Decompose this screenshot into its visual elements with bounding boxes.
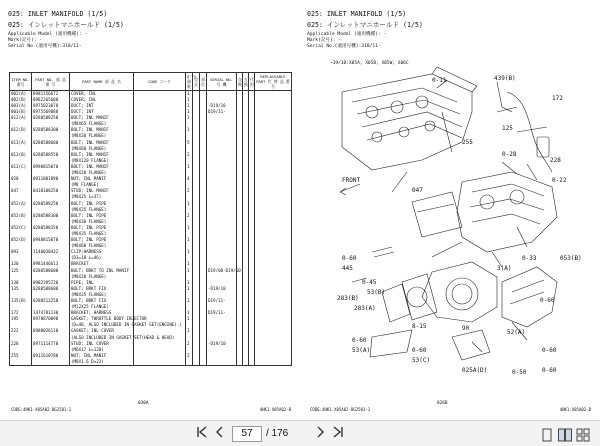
part-name-cell: BOLT; BRKT TO INL MANIF — [70, 268, 134, 274]
callout-283a: 53(B) — [367, 289, 386, 296]
qty-cell: 1 — [186, 268, 193, 274]
part-name-cell: (M8X30 FLANGE) — [70, 219, 134, 225]
qty-cell: 2 — [186, 188, 193, 194]
callout-0-45: 445 — [342, 265, 353, 272]
qty-cell: 1 — [186, 115, 193, 121]
col-interchange: 互換 — [243, 73, 249, 91]
item-no-cell: 172 — [10, 310, 32, 316]
part-no-cell: 0280588600 — [32, 268, 70, 274]
callout-53c: 0-60 — [412, 347, 427, 354]
first-page-icon[interactable] — [194, 426, 210, 442]
last-page-icon[interactable] — [330, 426, 346, 442]
right-serial: Serial No.(適用号機):318/11- — [307, 44, 381, 49]
callout-025ad: 53(C) — [412, 357, 431, 364]
part-name-cell: (M8X20 FLANGE) — [70, 274, 134, 280]
col-item: ITEM NO. 番号 — [10, 73, 32, 91]
model-cell — [193, 359, 200, 365]
diagram-note: ~19/10:X05A, X05B, X05W, X06C — [330, 61, 409, 66]
part-name-cell: (M8X25 FLANGE) — [70, 207, 134, 213]
manifold-body — [457, 172, 557, 252]
part-name-cell: (M8X20 FLANGE) — [70, 170, 134, 176]
qty-cell: 1 — [186, 225, 193, 231]
col-part-name: PART NAME 部 品 名 — [70, 73, 134, 91]
part-no-cell: 0280588300 — [32, 127, 70, 133]
callout-125: 125 — [502, 125, 513, 132]
item-no-cell: 013(C) — [10, 164, 32, 170]
left-title-jp: 025: インレットマニホールド (1/5) — [8, 21, 124, 29]
part-name-cell: BOLT; INL PIPE — [70, 225, 134, 231]
table-row — [10, 359, 292, 365]
part-name-cell: BOLT; INL MANIF — [70, 115, 134, 121]
part-name-cell: NUT; INL MANIF — [70, 176, 134, 182]
part-name-cell: COVER; INL — [70, 97, 134, 103]
part-no-cell: 0280588250 — [32, 115, 70, 121]
part-name-cell: (M8X60 FLANGE) — [70, 146, 134, 152]
part-name-cell: (M6X17 L=120) — [70, 347, 134, 353]
qty-cell: 2 — [186, 341, 193, 347]
part-name-cell: BOLT; BRKT FIX — [70, 286, 134, 292]
col-substitute: 代用 — [249, 73, 255, 91]
part-name-cell: (M8X60 FLANGE) — [70, 243, 134, 249]
part-no-cell: 8971114770 — [32, 341, 70, 347]
callout-228: 228 — [550, 157, 561, 164]
right-title-jp: 025: インレットマニホールド (1/5) — [307, 21, 423, 29]
col-qty: Q'TY 個数 — [187, 74, 197, 89]
part-name-cell: (M8X35 FLANGE) — [70, 231, 134, 237]
qty-cell: 1 — [186, 286, 193, 292]
part-no-cell: 0911610780 — [32, 353, 70, 359]
item-no-cell: 228 — [10, 341, 32, 347]
right-page — [302, 2, 597, 418]
callout-445: 0-60 — [342, 255, 357, 262]
item-no-cell: 255 — [10, 353, 32, 359]
part-no-cell: 1140030432 — [32, 249, 70, 255]
part-no-cell: 8970870090 — [32, 316, 70, 322]
item-no-cell: 125 — [10, 268, 32, 274]
serial-cell: D19/11- — [207, 310, 237, 316]
callout-0-33: 053(B) — [560, 255, 582, 262]
callout-0-11: 0-11 — [432, 77, 447, 84]
qty-cell: 1 — [186, 298, 193, 304]
part-name-cell: (M8X20 FLANGE) — [70, 133, 134, 139]
item-no-cell: 002(B) — [10, 97, 32, 103]
callout-439b: 439(B) — [494, 75, 516, 82]
item-no-cell: 135 — [10, 286, 32, 292]
right-footer-code: CODE:4HK1-X05A02-BG2501-1 — [310, 407, 371, 412]
callout-90: 8-15 — [412, 323, 427, 330]
right-title-en: 025: INLET MANIFOLD (1/5) — [307, 10, 407, 18]
serial-cell: -D19/10 — [207, 341, 237, 347]
item-no-cell: 047 — [10, 188, 32, 194]
callout-3a: 0-33 — [522, 255, 537, 262]
callout-0-60-c: 52(A) — [507, 329, 526, 336]
item-no-cell: 195 — [10, 316, 32, 322]
part-name-cell: BOLT; INL MANIF — [70, 164, 134, 170]
qty-cell: 1 — [186, 91, 193, 97]
item-no-cell: 052(C) — [10, 225, 32, 231]
item-no-cell: 120 — [10, 261, 32, 267]
col-code: CODE コード — [134, 73, 186, 91]
item-no-cell: 052(A) — [10, 201, 32, 207]
right-page-number: 026B — [437, 401, 448, 406]
right-footer-id: 4HK1-X05A02-B — [559, 407, 591, 412]
replaceable-cell — [255, 359, 292, 365]
exploded-parts-diagram — [312, 52, 592, 382]
left-page — [3, 2, 297, 418]
next-page-icon[interactable] — [312, 426, 328, 442]
item-no-cell: 135(B) — [10, 298, 32, 304]
part-no-cell: 0280588550 — [32, 152, 70, 158]
serial-cell: D19/08-D19/10 — [208, 267, 241, 273]
item-no-cell: 012(A) — [10, 115, 32, 121]
item-no-cell: 013(B) — [10, 152, 32, 158]
col-exchange: 交換 — [237, 73, 243, 91]
col-replaceable: REPLACEABLE PART 代 替 品 番 号 — [256, 74, 290, 89]
qty-cell: 1 — [186, 261, 193, 267]
col-location: 部位 — [200, 73, 207, 91]
part-name-cell: (M8X35 FLANGE) — [70, 292, 134, 298]
qty-cell — [186, 359, 193, 365]
pdf-toolbar — [0, 420, 600, 446]
part-no-cell: 8981156672 — [32, 91, 70, 97]
item-no-cell: 013(A) — [10, 140, 32, 146]
part-no-cell: 1474781130 — [32, 310, 70, 316]
qty-cell: 1 — [186, 109, 193, 115]
part-name-cell: BRACKET — [70, 261, 134, 267]
item-no-cell: 012(B) — [10, 127, 32, 133]
part-name-cell: (ALSO INCLUDED IN GASKET SET(HEAD & HEAD) — [71, 334, 175, 340]
callout-8-15: 0-60 — [540, 297, 555, 304]
callout-53b: 283(B) — [337, 295, 359, 302]
part-no-cell: 8982265680 — [32, 97, 70, 103]
serial-cell: -D19/10 — [207, 286, 237, 292]
part-no-cell: 8975023070 — [32, 103, 70, 109]
col-model: 型式 — [193, 73, 200, 91]
left-page-number: 030A — [138, 401, 149, 406]
part-name-cell: CLIP;HARNESS — [70, 249, 134, 255]
part-no-cell: 0410108250 — [32, 188, 70, 194]
qty-cell: 1 — [186, 97, 193, 103]
part-name-cell: BRACKET; HARNESS — [70, 310, 134, 316]
item-no-cell: 222 — [10, 328, 32, 334]
col-part-no: PART NO. 部 品 番 号 — [32, 73, 70, 91]
previous-page-icon[interactable] — [212, 426, 228, 442]
item-no-cell: 130 — [10, 280, 32, 286]
qty-cell: 1 — [186, 237, 193, 243]
grid-view-icon[interactable] — [576, 427, 590, 441]
serial-cell: -D19/10 — [207, 103, 237, 109]
left-applicable-model: Applicable Model (適用機種): - — [8, 32, 88, 37]
part-name-cell: BOLT; INL PIPE — [70, 213, 134, 219]
left-mark: Mark(記号): - — [8, 38, 43, 43]
part-name-cell: (M8 FLANGE) — [70, 182, 134, 188]
callout-255: 255 — [462, 139, 473, 146]
serial-cell: D19/11- — [207, 109, 237, 115]
callout-0-28-b: 0-60 — [542, 367, 557, 374]
part-name-cell: BOLT; BRKT FIX — [70, 298, 134, 304]
item-no-cell: 093 — [10, 249, 32, 255]
part-no-cell — [32, 359, 70, 365]
part-no-cell: 8982395720 — [32, 280, 70, 286]
callout-0-60-b: 90 — [462, 325, 470, 332]
qty-cell: 1 — [186, 201, 193, 207]
callout-172: 172 — [552, 95, 563, 102]
qty-cell: 1 — [186, 103, 193, 109]
item-no-cell — [10, 359, 32, 365]
left-footer-id: 4HK1-X05A02-B — [259, 407, 291, 412]
item-no-cell: 003(A) — [10, 103, 32, 109]
qty-cell: 2 — [186, 152, 193, 158]
item-no-cell: 028 — [10, 176, 32, 182]
page-number-input[interactable]: 57 — [232, 426, 262, 442]
qty-cell: 1 — [186, 280, 193, 286]
callout-0-22: 0-22 — [552, 177, 567, 184]
part-no-cell: 0911801890 — [32, 176, 70, 182]
part-no-cell: 8981446613 — [32, 261, 70, 267]
qty-cell: 1 — [186, 316, 193, 322]
qty-cell: 4 — [186, 176, 193, 182]
callout-053b: 283(A) — [354, 305, 376, 312]
qty-cell: 2 — [186, 213, 193, 219]
item-no-cell: 002(A) — [10, 91, 32, 97]
part-no-cell: 0940815070 — [32, 237, 70, 243]
front-label: FRONT — [342, 177, 361, 184]
item-no-cell: 052(B) — [10, 213, 32, 219]
part-name-cell: BOLT; INL MANIF — [70, 127, 134, 133]
left-serial: Serial No.(適用号機):318/11- — [8, 44, 82, 49]
qty-cell: 1 — [186, 328, 193, 334]
part-no-cell: 0280588300 — [32, 213, 70, 219]
part-name-cell: BOLT; INL MANIF — [70, 140, 134, 146]
part-no-cell: 8975569880 — [32, 109, 70, 115]
qty-cell: 1 — [186, 164, 193, 170]
qty-cell: 1 — [186, 127, 193, 133]
qty-cell: 5 — [186, 140, 193, 146]
part-no-cell: 0280588350 — [32, 225, 70, 231]
callout-0-60-e: 0-50 — [512, 369, 527, 376]
two-page-view-icon[interactable] — [558, 427, 572, 441]
left-title-en: 025: INLET MANIFOLD (1/5) — [8, 10, 108, 18]
callout-047: 047 — [412, 187, 423, 194]
qty-cell: 1 — [186, 249, 193, 255]
left-footer-code: CODE:4HK1-X05A02-BG2501-1 — [11, 407, 72, 412]
part-no-cell: 0280588600 — [32, 286, 70, 292]
item-no-cell: 003(B) — [10, 109, 32, 115]
part-name-cell: STUD; INL MANIF — [70, 188, 134, 194]
right-applicable-model: Applicable Model (適用機種): - — [307, 32, 387, 37]
part-no-cell: 0280588600 — [32, 140, 70, 146]
part-name-cell: (M8X120 FLANGE) — [70, 158, 134, 164]
part-no-cell: 0990815070 — [32, 164, 70, 170]
code-cell — [134, 359, 186, 365]
serial-cell — [207, 359, 237, 365]
part-no-cell: 8980026110 — [32, 328, 70, 334]
part-name-cell: NUT; INL MANIF — [70, 353, 134, 359]
callout-53a: 0-60 — [352, 337, 367, 344]
part-name-cell: BOLT; INL PIPE — [70, 237, 134, 243]
sensor-harness — [507, 92, 552, 172]
part-name-cell: (D3=18 L=46) — [70, 255, 134, 261]
part-name-cell: STUD; INL COVER — [70, 341, 134, 347]
part-name-cell: (M8X25 L=37) — [70, 194, 134, 200]
location-cell — [200, 359, 207, 365]
part-no-cell: 0280512250 — [32, 298, 70, 304]
part-name-cell: PIPE; INL — [70, 280, 134, 286]
part-name-cell: DUCT; INT — [70, 103, 134, 109]
callout-283b: 0-45 — [362, 279, 377, 286]
parts-table — [9, 72, 292, 366]
total-pages-label: / 176 — [266, 428, 289, 439]
callout-52a: 53(A) — [352, 347, 371, 354]
part-name-cell: (M8X65 FLANGE) — [70, 121, 134, 127]
table-header — [10, 73, 292, 91]
serial-cell: D19/11- — [207, 298, 237, 304]
right-mark: Mark(記号): - — [307, 38, 342, 43]
callout-0-60-d: 025A(D) — [462, 367, 488, 374]
qty-cell: 2 — [186, 353, 193, 359]
single-page-view-icon[interactable] — [540, 427, 554, 441]
part-name-cell: BOLT; INL PIPE — [70, 201, 134, 207]
part-name-cell: (M12X25 FLANGE) — [70, 304, 134, 310]
callout-0-50: 0-60 — [542, 347, 557, 354]
part-name-cell: (M8X1.6 D=22) — [70, 359, 134, 365]
part-no-cell: 0280588250 — [32, 201, 70, 207]
qty-cell: 1 — [186, 310, 193, 316]
upper-block-outline — [342, 74, 472, 170]
part-name-cell: (D=48, ALSO INCLUDED IN GASKET SET(ENGINE).) — [71, 322, 182, 328]
item-no-cell: 052(D) — [10, 237, 32, 243]
callout-0-28: 0-28 — [502, 151, 517, 158]
col-serial: SERIAL NO. 号 機 — [207, 73, 237, 91]
part-name-cell: GASKET; INL COVER — [70, 328, 134, 334]
part-name-cell: COVER; INL — [70, 91, 134, 97]
part-name-cell: DUCT; INT — [70, 109, 134, 115]
part-name-cell: GASKET; THROTTLE BODY INJECTOR — [71, 316, 147, 322]
part-name-cell: BOLT; INL MANIF — [70, 152, 134, 158]
callout-0-60-a: 3(A) — [497, 265, 512, 272]
